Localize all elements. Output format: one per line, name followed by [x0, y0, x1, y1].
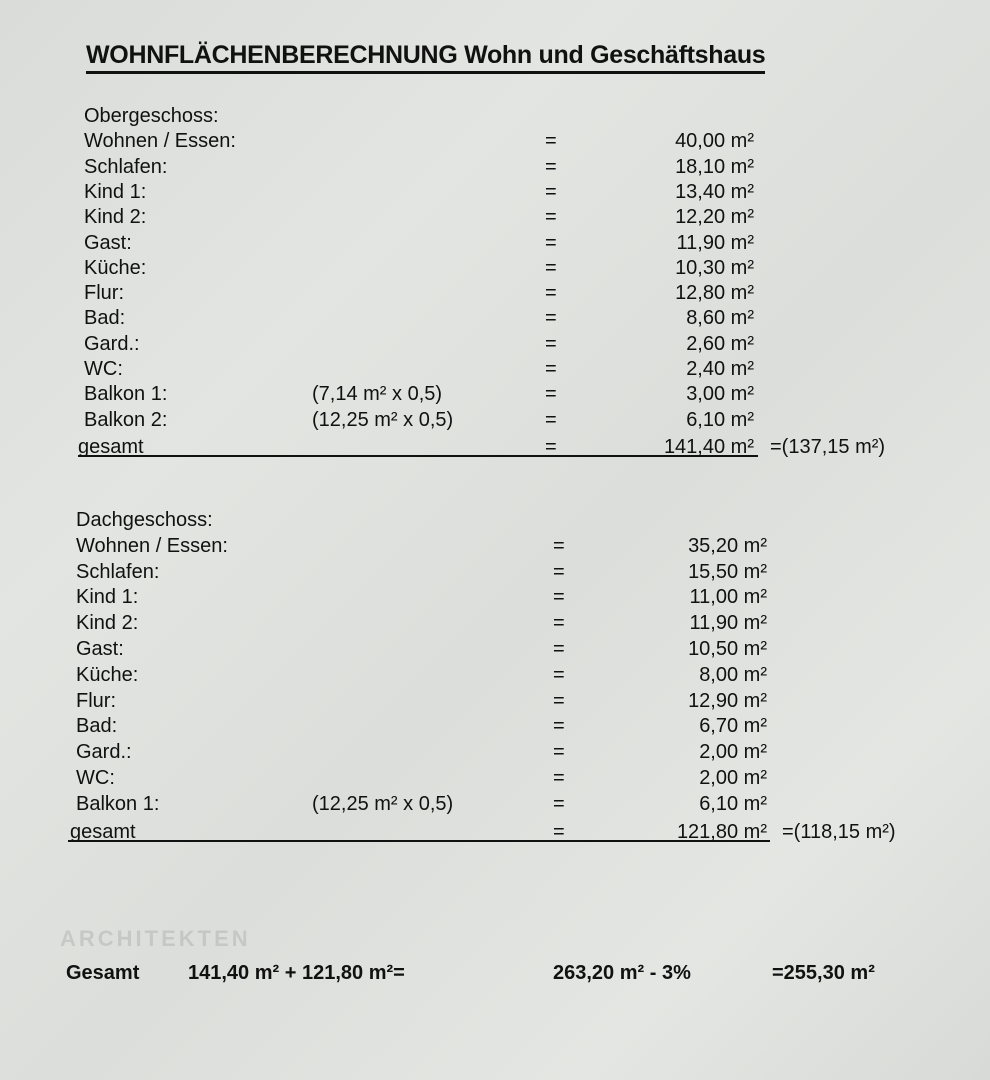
total-label: gesamt	[70, 820, 136, 843]
area-row	[0, 155, 990, 180]
adjusted-total: =(118,15 m²)	[782, 820, 896, 843]
document-title: WOHNFLÄCHENBERECHNUNG Wohn und Geschäftshaus	[86, 40, 765, 74]
room-label: Gast:	[84, 231, 132, 254]
area-value: 2,00 m²	[699, 741, 767, 764]
room-label: Balkon 1:	[76, 792, 160, 815]
area-value: 3,00 m²	[686, 383, 754, 406]
balcony-calculation: (12,25 m² x 0,5)	[312, 408, 454, 431]
equals-sign: =	[553, 741, 565, 764]
faint-stamp-text: ARCHITEKTEN	[60, 926, 251, 951]
equals-sign: =	[545, 256, 557, 279]
area-row	[0, 382, 990, 407]
room-label: Schlafen:	[84, 155, 168, 178]
equals-sign: =	[553, 767, 565, 789]
area-value: 12,80 m²	[675, 282, 754, 305]
room-label: WC:	[76, 767, 115, 789]
room-label: Kind 2:	[76, 612, 139, 635]
area-value: 11,00 m²	[689, 586, 767, 609]
area-value: 2,00 m²	[699, 767, 767, 789]
equals-sign: =	[553, 638, 565, 660]
area-value: 6,10 m²	[686, 408, 754, 431]
area-row	[0, 256, 990, 281]
equals-sign: =	[545, 130, 557, 153]
section-total-row	[0, 820, 990, 845]
room-label: Kind 1:	[84, 180, 147, 203]
room-label: Küche:	[84, 256, 147, 279]
area-row	[0, 560, 990, 585]
equals-sign: =	[553, 820, 565, 843]
area-value: 13,40 m²	[675, 180, 754, 203]
area-row	[0, 585, 990, 610]
total-value: 121,80 m²	[676, 820, 767, 843]
equals-sign: =	[545, 155, 557, 178]
area-row	[0, 766, 990, 791]
area-value: 10,30 m²	[675, 256, 754, 279]
section-heading: Obergeschoss:	[84, 105, 219, 127]
equals-sign: =	[545, 282, 557, 305]
area-row	[0, 611, 990, 636]
room-label: Küche:	[76, 663, 139, 686]
equals-sign: =	[553, 612, 565, 635]
area-row	[0, 332, 990, 357]
area-value: 8,60 m²	[686, 307, 754, 330]
equals-sign: =	[553, 586, 565, 609]
area-value: 35,20 m²	[688, 534, 767, 557]
equals-sign: =	[553, 663, 565, 686]
grand-total-label: Gesamt	[66, 962, 140, 984]
area-row	[0, 281, 990, 306]
equals-sign: =	[553, 715, 565, 738]
total-label: gesamt	[78, 435, 144, 458]
room-label: Flur:	[76, 689, 116, 712]
section-total-row	[0, 435, 990, 460]
area-row	[0, 408, 990, 433]
area-value: 18,10 m²	[675, 155, 754, 178]
section-heading: Dachgeschoss:	[76, 509, 213, 531]
grand-total-subtotal: 263,20 m² - 3%	[553, 962, 691, 984]
room-label: Gard.:	[84, 332, 140, 355]
area-row	[0, 534, 990, 559]
room-label: Bad:	[76, 715, 118, 738]
equals-sign: =	[545, 206, 557, 229]
room-label: WC:	[84, 358, 123, 380]
area-value: 40,00 m²	[675, 130, 754, 153]
room-label: Balkon 2:	[84, 408, 168, 431]
total-value: 141,40 m²	[663, 435, 754, 458]
area-row	[0, 205, 990, 230]
area-value: 6,70 m²	[699, 715, 767, 738]
area-row	[0, 740, 990, 765]
room-label: Schlafen:	[76, 560, 160, 583]
area-value: 6,10 m²	[699, 792, 767, 815]
balcony-calculation: (7,14 m² x 0,5)	[312, 383, 443, 406]
equals-sign: =	[553, 792, 565, 815]
area-value: 2,60 m²	[686, 332, 754, 355]
area-value: 11,90 m²	[689, 612, 767, 635]
adjusted-total: =(137,15 m²)	[770, 435, 886, 458]
area-value: 2,40 m²	[686, 358, 754, 380]
equals-sign: =	[545, 383, 557, 406]
equals-sign: =	[545, 307, 557, 330]
room-label: Kind 2:	[84, 206, 147, 229]
equals-sign: =	[553, 689, 565, 712]
balcony-calculation: (12,25 m² x 0,5)	[312, 792, 454, 815]
area-row	[0, 663, 990, 688]
room-label: Gard.:	[76, 741, 132, 764]
room-label: Bad:	[84, 307, 126, 330]
equals-sign: =	[545, 180, 557, 203]
equals-sign: =	[553, 560, 565, 583]
area-value: 10,50 m²	[688, 638, 767, 660]
area-row	[0, 306, 990, 331]
equals-sign: =	[545, 408, 557, 431]
room-label: Flur:	[84, 282, 124, 305]
room-label: Gast:	[76, 638, 124, 660]
room-label: Wohnen / Essen:	[84, 130, 236, 153]
area-value: 12,90 m²	[688, 689, 767, 712]
area-row	[0, 689, 990, 714]
area-value: 12,20 m²	[675, 206, 754, 229]
room-label: Wohnen / Essen:	[76, 534, 228, 557]
equals-sign: =	[545, 358, 557, 380]
equals-sign: =	[553, 534, 565, 557]
area-row	[0, 637, 990, 662]
area-row	[0, 231, 990, 256]
area-row	[0, 357, 990, 382]
area-row	[0, 714, 990, 739]
grand-total-sum: 141,40 m² + 121,80 m²=	[188, 962, 405, 984]
grand-total-result: =255,30 m²	[772, 962, 875, 984]
area-row	[0, 180, 990, 205]
equals-sign: =	[545, 435, 557, 458]
equals-sign: =	[545, 332, 557, 355]
area-row	[0, 129, 990, 154]
area-value: 15,50 m²	[688, 560, 767, 583]
area-value: 11,90 m²	[676, 231, 754, 254]
area-row	[0, 792, 990, 817]
room-label: Kind 1:	[76, 586, 139, 609]
room-label: Balkon 1:	[84, 383, 168, 406]
equals-sign: =	[545, 231, 557, 254]
area-value: 8,00 m²	[699, 663, 767, 686]
